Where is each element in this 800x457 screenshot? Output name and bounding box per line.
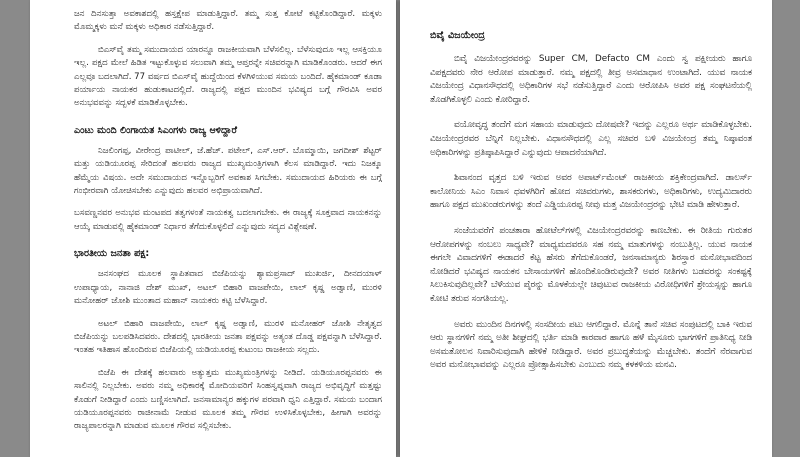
section-heading-bjp: ಭಾರತೀಯ ಜನತಾ ಪಕ್ಷ: [74, 248, 150, 260]
paragraph: ಅಟಲ್ ಬಿಹಾರಿ ವಾಜಪೇಯಿ, ಲಾಲ್ ಕೃಷ್ಣ ಅಡ್ವಾಣಿ, ಮುರಳಿ ಮನೋಹರ್ ಜೋಶಿ ನೇತೃತ್ವದ ಬಿಜೆಪಿಯನ್ನು ಬಲಪಡಿಸಿದವರು. ದೇಶದಲ್ಲಿ ಭಾರತೀಯ ಜನತಾ ಪಕ್ಷವನ್ನು ಅತ್ಯಂತ ದೊಡ್ಡ ಪಕ್ಷವನ್ನಾಗಿ ಬೆಳೆಸಿದ್ದಾರೆ. ಇಂತಹ ಇತಿಹಾಸ ಹೊಂದಿರುವ ಬಿಜೆಪಿಯಲ್ಲಿ ಯಡಿಯೂರಪ್ಪ ಕುಟುಂಬ ರಾಜಕೀಯ ಸಲ್ಲದು. [74, 318, 382, 356]
section-heading-lingayat-cms: ಎಂಟು ಮಂದಿ ಲಿಂಗಾಯತ ಸಿಎಂಗಳು ರಾಜ್ಯ ಆಳಿದ್ದಾರೆ [74, 124, 237, 136]
paragraph: ಬಿಎಸ್‌ವೈ ತಮ್ಮ ಸಮುದಾಯದ ಯಾರನ್ನೂ ರಾಜಕೀಯವಾಗಿ ಬೆಳೆಸಲಿಲ್ಲ. ಬೆಳೆಸುವುದೂ ಇಲ್ಲ ಆಸಕ್ತಿಯೂ ಇಲ್ಲ. ಪಕ್ಷದ ಮೇಲೆ ಹಿಡಿತ ಇಟ್ಟುಕೊಳ್ಳುವ ಸಲುವಾಗಿ ತಮ್ಮ ಆಪ್ತರನ್ನೇ ಸಚಿವರನ್ನಾಗಿ ಮಾಡಿಕೊಂಡರು. ಆದರೆ ಈಗ ಎಲ್ಲವೂ ಬದಲಾಗಿದೆ. 77 ವರ್ಷದ ಬಿಎಸ್‌ವೈ ಹುದ್ದೆಯಿಂದ ಕೆಳಗಿಳಿಯುವ ಸಮಯ ಬಂದಿದೆ. ಹೈಕಮಾಂಡ್ ಕೂಡಾ ಪರ್ಯಾಯ ನಾಯಕರ ಹುಡುಕಾಟದಲ್ಲಿದೆ. ರಾಜ್ಯದಲ್ಲಿ ಪಕ್ಷದ ಮುಂದಿನ ಭವಿಷ್ಯದ ಬಗ್ಗೆ ಗೌರವಿಸಿ ಅವರ ಅನುಭವವನ್ನು ಸದ್ಬಳಕೆ ಮಾಡಿಕೊಳ್ಳಬೇಕು. [74, 44, 382, 109]
paragraph: ಜನಸಂಘದ ಮೂಲಕ ಸ್ಥಾಪಿತವಾದ ಬಿಜೆಪಿಯನ್ನು ಶ್ಯಾಮಪ್ರಸಾದ್ ಮುಖರ್ಜಿ, ದೀನದಯಾಳ್ ಉಪಾಧ್ಯಾಯ, ನಾನಾಜಿ ದೇಶ್ ಮುಖ್, ಅಟಲ್ ಬಿಹಾರಿ ವಾಜಪೇಯಿ, ಲಾಲ್ ಕೃಷ್ಣ ಅಡ್ವಾಣಿ, ಮುರಳಿ ಮನೋಹರ್ ಜೋಶಿ ಮುಂತಾದ ಮಹಾನ್ ನಾಯಕರು ಕಟ್ಟಿ ಬೆಳೆಸಿದ್ದಾರೆ. [74, 269, 382, 307]
paragraph: ಶಿವಾನಂದ ವೃತ್ತದ ಬಳಿ ಇರುವ ಅವರ ಅಪಾರ್ಟ್‌ಮೆಂಟ್ ರಾಜಕೀಯ ಶಕ್ತಿಕೇಂದ್ರವಾಗಿದೆ. ಡಾಲರ್ಸ್ ಕಾಲೋನಿಯ ಸಿಎಂ ನಿವಾಸ ಧವಳಗಿರಿಗೆ ಹೋದ ಸಚಿವರುಗಳು, ಶಾಸಕರುಗಳು, ಅಧಿಕಾರಿಗಳು, ಉದ್ಯಮಿದಾರರು ಹಾಗೂ ಪಕ್ಷದ ಮುಖಂಡರುಗಳನ್ನು ತಂದೆ ಎಡ್ಡಿಯೂರಪ್ಪ ನೀವು ಮತ್ತ ವಿಜಯೇಂದ್ರರನ್ನು ಭೇಟಿ ಮಾಡಿ ಹೇಳುತ್ತಾರೆ. [430, 173, 752, 211]
document-page-right [400, 0, 772, 457]
paragraph: ಅವರು ಮುಂದಿನ ದಿನಗಳಲ್ಲಿ ಸಂಸದೀಯ ಪಟು ಆಗಲಿದ್ದಾರೆ. ಮೊನ್ನೆ ತಾನೆ ಸಚಿವ ಸಂಪುಟದಲ್ಲಿ ಬಾಕಿ ಇರುವ ಆರು ಸ್ಥಾನಗಳಿಗೆ ನಮ್ಮ ಅತೀ ಶೀಘ್ರದಲ್ಲಿ ಭರ್ತಿ ಮಾಡಿ ಕಾರವಾರ ಹಾಗೂ ಹಳೆ ಮೈಸೂರು ಭಾಗಗಳಿಗೆ ಪ್ರಾತಿನಿಧ್ಯ ನೀಡಿ ಅಸಮತೋಲನ ನಿವಾರಿಸುವುದಾಗಿ ಹೇಳಿಕೆ ನೀಡಿದ್ದಾರೆ. ಅವರ ಪ್ರಬುದ್ಧತೆಯನ್ನು ಮೆಚ್ಚಬೇಕು. ತಂದೆಗೆ ನೆರವಾಗುವ ಅವರ ಮನೋಭಾವವನ್ನು ಎಲ್ಲರೂ ಪ್ರೋತ್ಸಾಹಿಸಬೇಕು ಎಂಬುದು ನಮ್ಮ ಕಳಕಳಿಯ ಮನವಿ. [430, 319, 752, 371]
paragraph: ಬಸವಣ್ಣನವರ ಅನುಭವ ಮಂಟಪದ ತತ್ವಗಳಂತೆ ನಾಯಕತ್ವ ಬದಲಾಗಬೇಕು. ಈ ರಾಜ್ಯಕ್ಕೆ ಸೂಕ್ತವಾದ ನಾಯಕನನ್ನು ಆಯ್ಕೆ ಮಾಡುವಲ್ಲಿ ಹೈಕಮಾಂಡ್ ನಿರ್ಧಾರ ತೆಗೆದುಕೊಳ್ಳಲಿದೆ ಎನ್ನುವುದು ಸದ್ಯದ ವಿಶ್ಲೇಷಣೆ. [74, 208, 382, 232]
paragraph: ವಯೋವೃದ್ಧ ತಂದೆಗೆ ಮಗ ಸಹಾಯ ಮಾಡುವುದು ದೋಷವೇ? ಇದನ್ನು ಎಲ್ಲರೂ ಅರ್ಥ ಮಾಡಿಕೊಳ್ಳಬೇಕು. ವಿಜಯೇಂದ್ರರವರ ಬೆನ್ನಿಗೆ ನಿಲ್ಲಬೇಕು. ವಿಧಾನಸೌಧದಲ್ಲಿ ಎಲ್ಲ ಸಚಿವರ ಬಳಿ ವಿಜಯೇಂದ್ರ ತಮ್ಮ ನಿಷ್ಠಾವಂತ ಅಧಿಕಾರಿಗಳನ್ನು ಪ್ರತಿಷ್ಠಾಪಿಸಿದ್ದಾರೆ ಎನ್ನುವುದು ಆಪಾದನೆಯಾಗಿದೆ. [430, 120, 752, 158]
paragraph: ಬಿವೈ ವಿಜಯೇಂದ್ರರವರನ್ನು Super CM, Defacto CM ಎಂದು ಸ್ವ ಪಕ್ಷೀಯರು ಹಾಗೂ ವಿಪಕ್ಷದವರು ನೇರ ಆರೋಪ ಮಾಡುತ್ತಾರೆ. ನಮ್ಮ ಪಕ್ಷದಲ್ಲಿ ತೀವ್ರ ಅಸಮಾಧಾನ ಉಂಟಾಗಿದೆ. ಯುವ ನಾಯಕ ವಿಜಯೇಂದ್ರ ವಿಧಾನಸೌಧದಲ್ಲಿ ಅಧಿಕಾರಿಗಳ ಸಭೆ ನಡೆಸುತ್ತಿದ್ದಾರೆ ಎಂದು ಆರೋಪಿಸಿ ಅವರ ಪಕ್ಷ ಸಂಘಟನೆಯಲ್ಲಿ ತೊಡಗಿಕೊಳ್ಳಲಿ ಎಂದು ಕೋರಿದ್ದಾರೆ. [430, 54, 752, 105]
section-heading-vijayendra: ಬಿವೈ ವಿಜಯೇಂದ್ರ [430, 30, 485, 41]
paragraph: ಜನ ದಿನಸುತ್ತಾ ಅವಕಾಶದಲ್ಲಿ ಹಸ್ತಕ್ಷೇಪ ಮಾಡುತ್ತಿದ್ದಾರೆ. ತಮ್ಮ ಸುತ್ತ ಕೋಟೆ ಕಟ್ಟಿಕೊಂಡಿದ್ದಾರೆ. ಮಕ್ಕಳು ಮೊಮ್ಮಕ್ಕಳು ಮನೆ ಮಕ್ಕಳು ಅಧಿಕಾರ ನಡೆಸುತ್ತಿದ್ದಾರೆ. [74, 9, 382, 33]
document-page-left [30, 0, 396, 457]
paragraph: ಬಿಜೆಪಿ ಈ ದೇಶಕ್ಕೆ ಹಲವಾರು ಅತ್ಯುತ್ತಮ ಮುಖ್ಯಮಂತ್ರಿಗಳನ್ನು ನೀಡಿದೆ. ಯಡಿಯೂರಪ್ಪನವರು ಈ ಸಾಲಿನಲ್ಲಿ ನಿಲ್ಲಬೇಕು. ಅವರು ನಮ್ಮ ಅಧಿಕಾರಕ್ಕೆ ಮೋದಿಯವರಿಗೆ ಸಿಂಹಸ್ವಪ್ನವಾಗಿ ರಾಜ್ಯದ ಅಭಿವೃದ್ಧಿಗೆ ಮತ್ತಷ್ಟು ಕೊಡುಗೆ ನೀಡಿದ್ದಾರೆ ಎಂದು ಬಣ್ಣಿಸಲಾಗಿದೆ. ಜನಸಾಮಾನ್ಯರ ಹಕ್ಕುಗಳ ಪರವಾಗಿ ಧ್ವನಿ ಎತ್ತಿದ್ದಾರೆ. ಸಮಯ ಬಂದಾಗ ಯಡಿಯೂರಪ್ಪನವರು ರಾಜೀನಾಮೆ ನೀಡುವ ಮೂಲಕ ತಮ್ಮ ಗೌರವ ಉಳಿಸಿಕೊಳ್ಳಬೇಕು, ಹೀಗಾಗಿ ಅವರನ್ನು ರಾಜ್ಯಪಾಲರನ್ನಾಗಿ ಮಾಡುವ ಮೂಲಕ ಗೌರವ ಸಲ್ಲಿಸಬೇಕು. [74, 367, 382, 432]
paragraph: ನಿಜಲಿಂಗಪ್ಪ, ವೀರೇಂದ್ರ ಪಾಟೀಲ್, ಜೆ.ಹೆಚ್. ಪಟೇಲ್, ಎಸ್.ಆರ್. ಬೊಮ್ಮಾಯಿ, ಜಗದೀಶ್ ಶೆಟ್ಟರ್ ಮತ್ತು ಯಡಿಯೂರಪ್ಪ ಸೇರಿದಂತೆ ಹಲವರು ರಾಜ್ಯದ ಮುಖ್ಯಮಂತ್ರಿಗಳಾಗಿ ಕೆಲಸ ಮಾಡಿದ್ದಾರೆ. ಇದು ನಿಜಕ್ಕೂ ಹೆಮ್ಮೆಯ ವಿಷಯ. ಅದೇ ಸಮುದಾಯದ ಇನ್ನೊಬ್ಬರಿಗೆ ಅವಕಾಶ ಸಿಗಬೇಕು. ಸಮುದಾಯದ ಹಿರಿಯರು ಈ ಬಗ್ಗೆ ಗಂಭೀರವಾಗಿ ಯೋಚಿಸಬೇಕು ಎನ್ನುವುದು ಹಲವರ ಅಭಿಪ್ರಾಯವಾಗಿದೆ. [74, 145, 382, 197]
paragraph: ಸಂಜೆಯವರೆಗೆ ಪಂಚತಾರಾ ಹೋಟೆಲ್‌ಗಳಲ್ಲಿ ವಿಜಯೇಂದ್ರರವರನ್ನು ಕಾಣಬೇಕು. ಈ ರೀತಿಯ ಗುರುತರ ಆರೋಪಗಳನ್ನು ನಂಬಲು ಸಾಧ್ಯವೇ? ಮಾಧ್ಯಮದವರೂ ಸಹ ನಮ್ಮ ಮಾತುಗಳನ್ನು ನಂಬುತ್ತಿಲ್ಲ. ಯುವ ನಾಯಕ ಈಗಲೇ ವಿವಾದಗಳಿಗೆ ಈಡಾದರೆ ಕೆಟ್ಟ ಹೆಸರು ತೆಗೆದುಕೊಂಡರೆ, ಜನಸಾಮಾನ್ಯರು ಶಿರಸ್ತ್ರಾರ ಮನೋಭಾವದಿಂದ ನೋಡಿದರೆ ಭವಿಷ್ಯದ ನಾಯಕನ ಬೇಸಾಯಗಳಿಗೆ ಹೊಂದಿಕೊಂಡಿರುವುದೇ? ಅವರ ನೀತಿಗಳು ಬಡವರನ್ನು ಸಂಕಷ್ಟಕ್ಕೆ ಸಿಲುಕಿಸುವುದಿಲ್ಲವೇ? ಬೆಳೆಯುವ ಪೈರನ್ನು ಮೊಳಕೆಯಲ್ಲೇ ಚಿವುಟುವ ರಾಜಕೀಯ ವಿರೋಧಿಗಳಿಗೆ ಶ್ರೇಯಸ್ಸನ್ನು ಹಾಗೂ ಕೋಟಿ ತರುವ ಸಂಗತಿಯಲ್ಲ. [430, 225, 752, 304]
